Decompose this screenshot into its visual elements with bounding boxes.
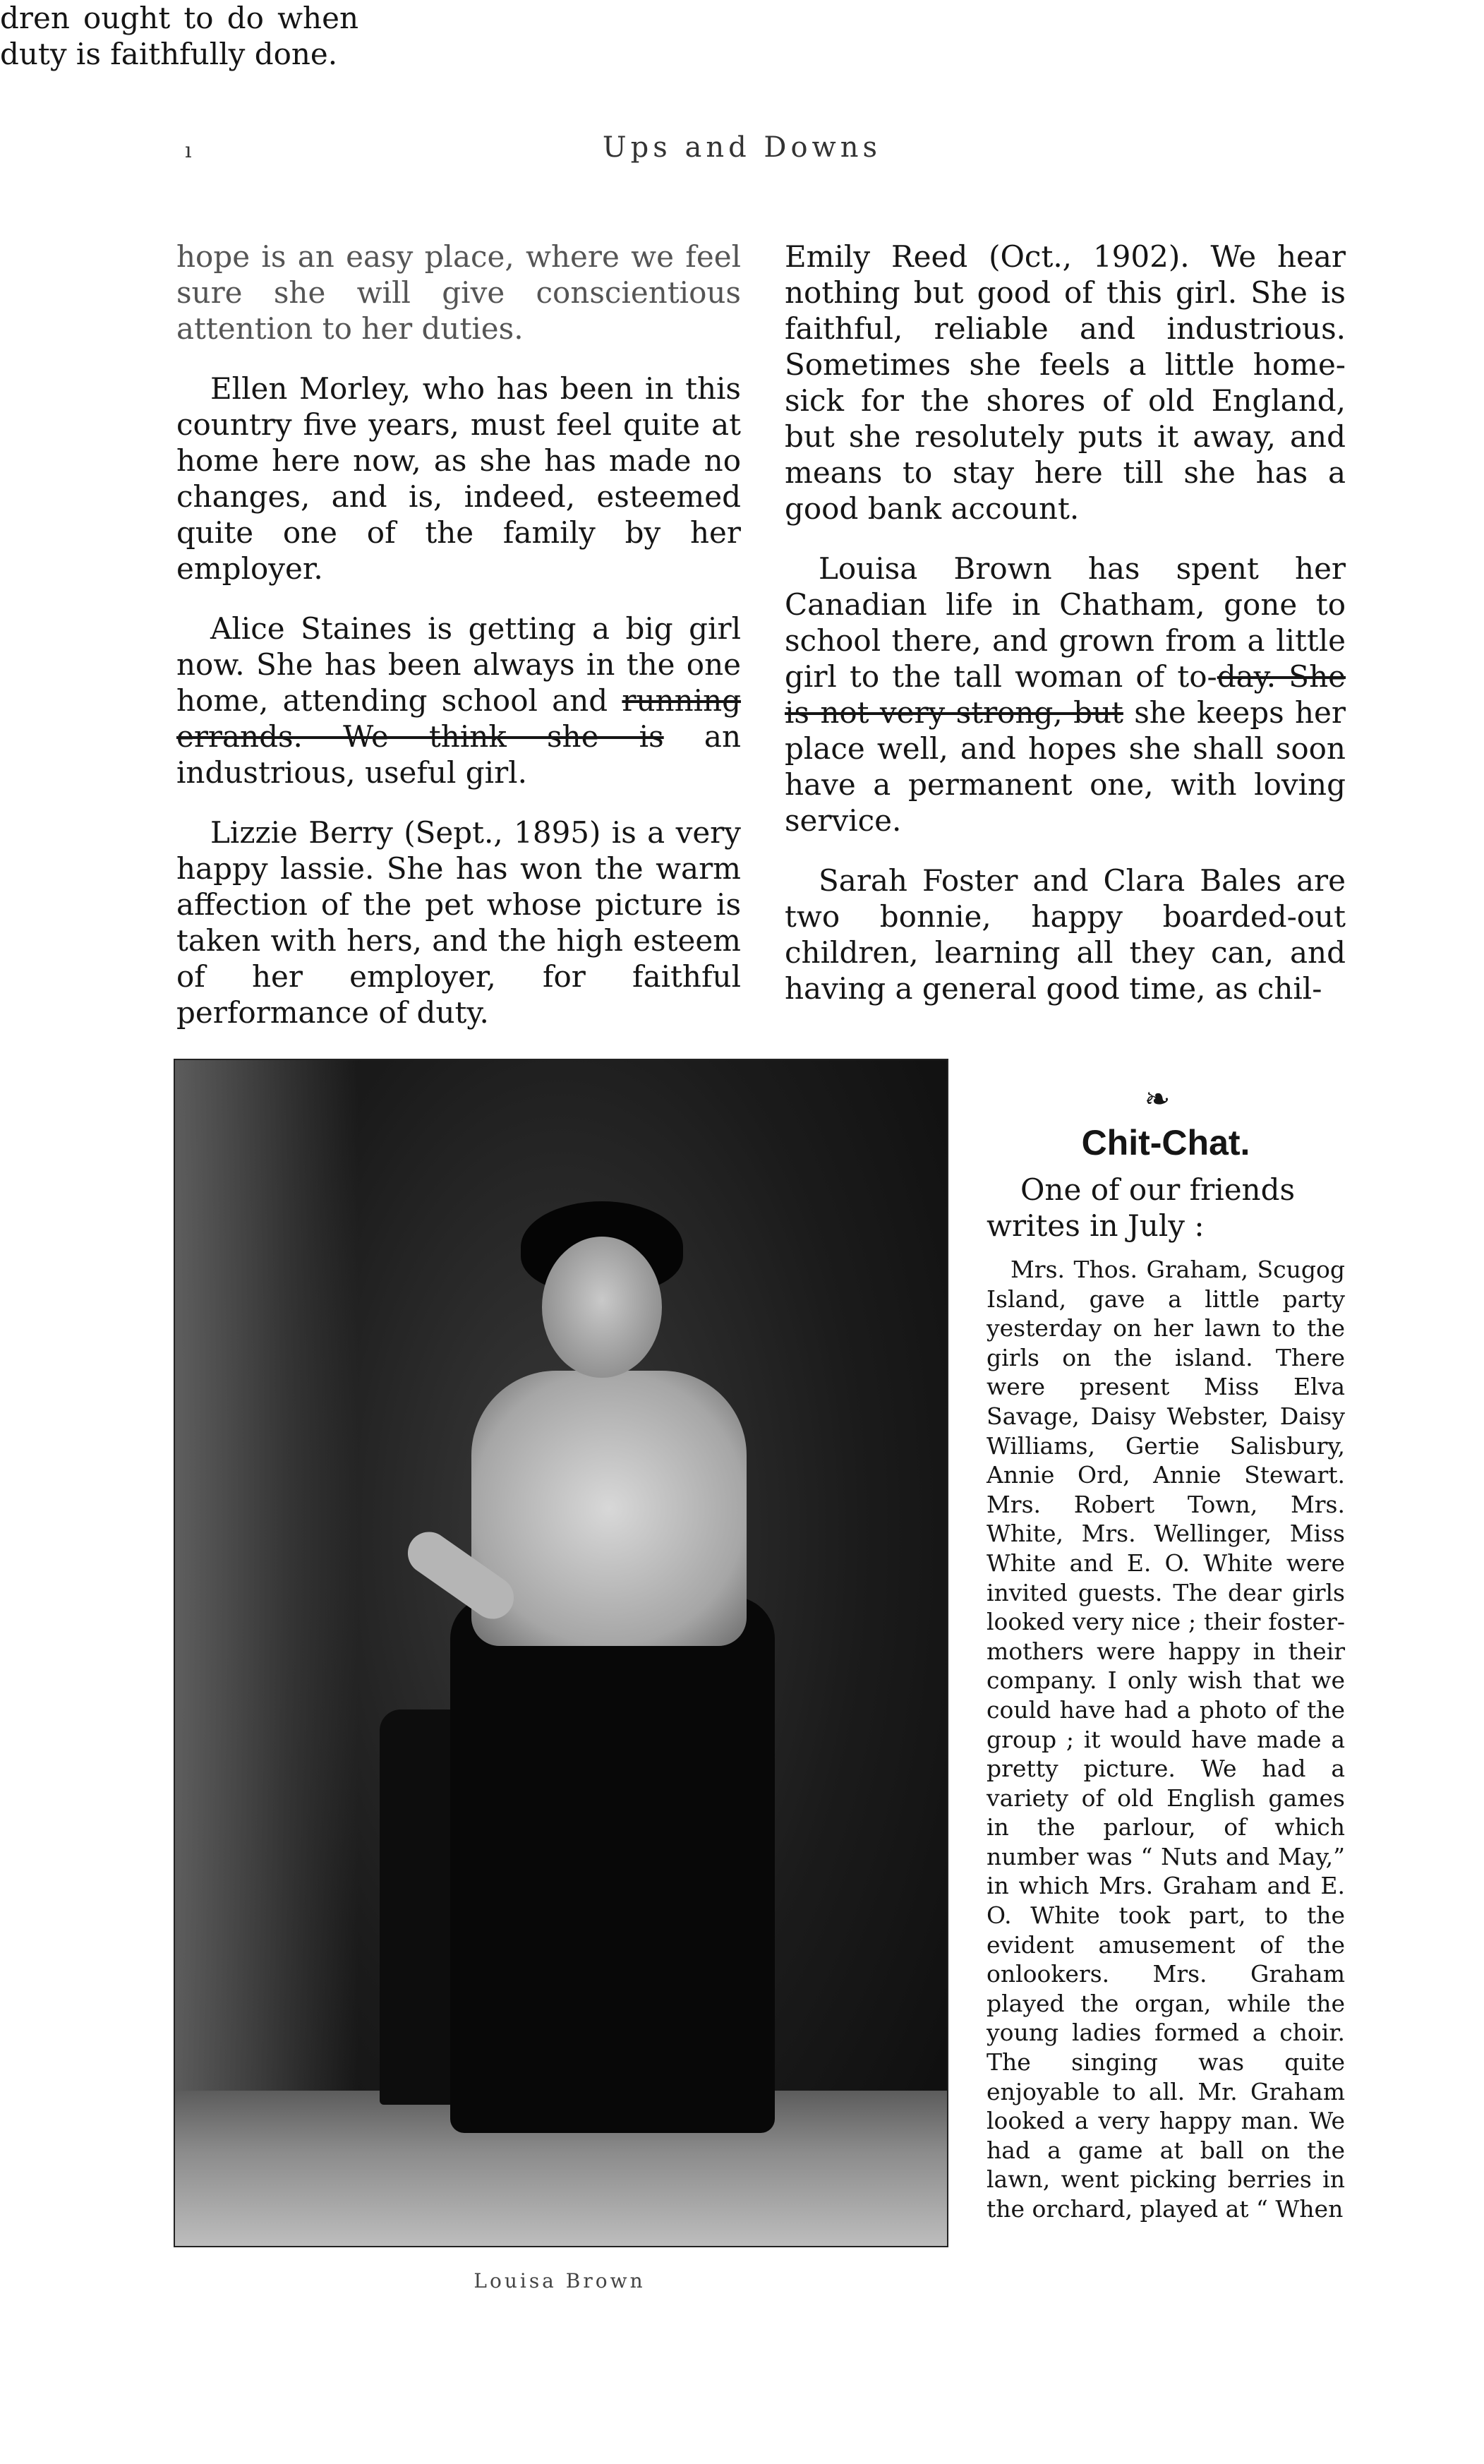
chit-chat-letter: Mrs. Thos. Graham, Scugog Island, gave a little party yesterday on her lawn to the girls on the island. There were present Miss Elva Savage, Daisy Webster, Daisy Williams, Gertie Salisbury, Annie Ord, Annie Stewart. Mrs. Robert Town, Mrs. White, Mrs. Wellinger, Miss White and E. O. White were invited guests. The dear girls looked very nice ; their foster-mothers were happy in their company. I only wish that we could have had a photo of the group ; it would have made a pretty picture. We had a variety of old English games in the parlour, of which number was “ Nuts and May,” in which Mrs. Graham and E. O. White took part, to the evident amusement of the onlookers. Mrs. Graham played the organ, while the young ladies formed a choir. The singing was quite enjoyable to all. Mr. Graham looked a very happy man. We had a game at ball on the lawn, went picking berries in the orchard, played at “ When (987, 1256, 1345, 2223)
left-column (176, 239, 741, 1054)
photograph (174, 1059, 948, 2247)
narrow-column (0, 0, 358, 72)
paragraph-sarah-foster: Sarah Foster and Clara Bales are two bonnie, happy boarded-out children, learning all they can, and having a general good time, as chil- (785, 863, 1346, 1006)
photo-caption: Louisa Brown (473, 2269, 646, 2292)
text-run: Louisa Brown has spent her Canadian life in Chatham, gone to school there, and grown from a little girl to the tall woman of to- (785, 551, 1346, 694)
paragraph-lizzie-berry: Lizzie Berry (Sept., 1895) is a very happy lassie. She has won the warm affection of the pet whose picture is taken with hers, and the high esteem of her employer, for faithful performance of duty. (176, 815, 741, 1030)
chit-chat-intro: One of our friends writes in July : (987, 1172, 1296, 1243)
paragraph-continuation: dren ought to do when duty is faithfully done. (0, 1, 358, 71)
paragraph-emily-reed: Emily Reed (Oct., 1902). We hear nothing but good of this girl. She is faithful, reliable and industrious. Sometimes she feels a little home-sick for the shores of old England, but she resolutely puts it away, and means to stay here till she has a good bank account. (785, 239, 1346, 526)
page-number: ı (185, 138, 192, 163)
text-run: she keeps her place well, and hopes she shall soon have a permanent one, with loving service. (785, 695, 1346, 838)
paragraph-ellen-morley: Ellen Morley, who has been in this country five years, must feel quite at home here now, as she has made no changes, and is, indeed, esteemed quite one of the family by her employer. (176, 371, 741, 586)
struck-text: day. She is not very strong, but (785, 659, 1346, 730)
text-run: Alice Staines is getting a big girl now. She has been always in the one home, attending school and (176, 611, 741, 718)
paragraph-louisa-brown (785, 551, 1346, 839)
text-run: an industrious, useful girl. (176, 719, 742, 790)
paragraph-alice-staines (176, 611, 741, 791)
photo-figure-skirt (450, 1597, 775, 2133)
photo-figure-head (542, 1237, 662, 1378)
running-head: Ups and Downs (602, 131, 882, 164)
struck-text: running errands. We think she is (176, 683, 742, 754)
photo-background-light (175, 1060, 358, 2246)
section-heading: Chit-Chat. (1081, 1123, 1250, 1162)
paragraph: hope is an easy place, where we feel sure she will give conscientious attention to her duties. (176, 239, 741, 346)
ornament-icon: ❧ (1144, 1081, 1171, 1117)
right-column (785, 239, 1346, 1006)
